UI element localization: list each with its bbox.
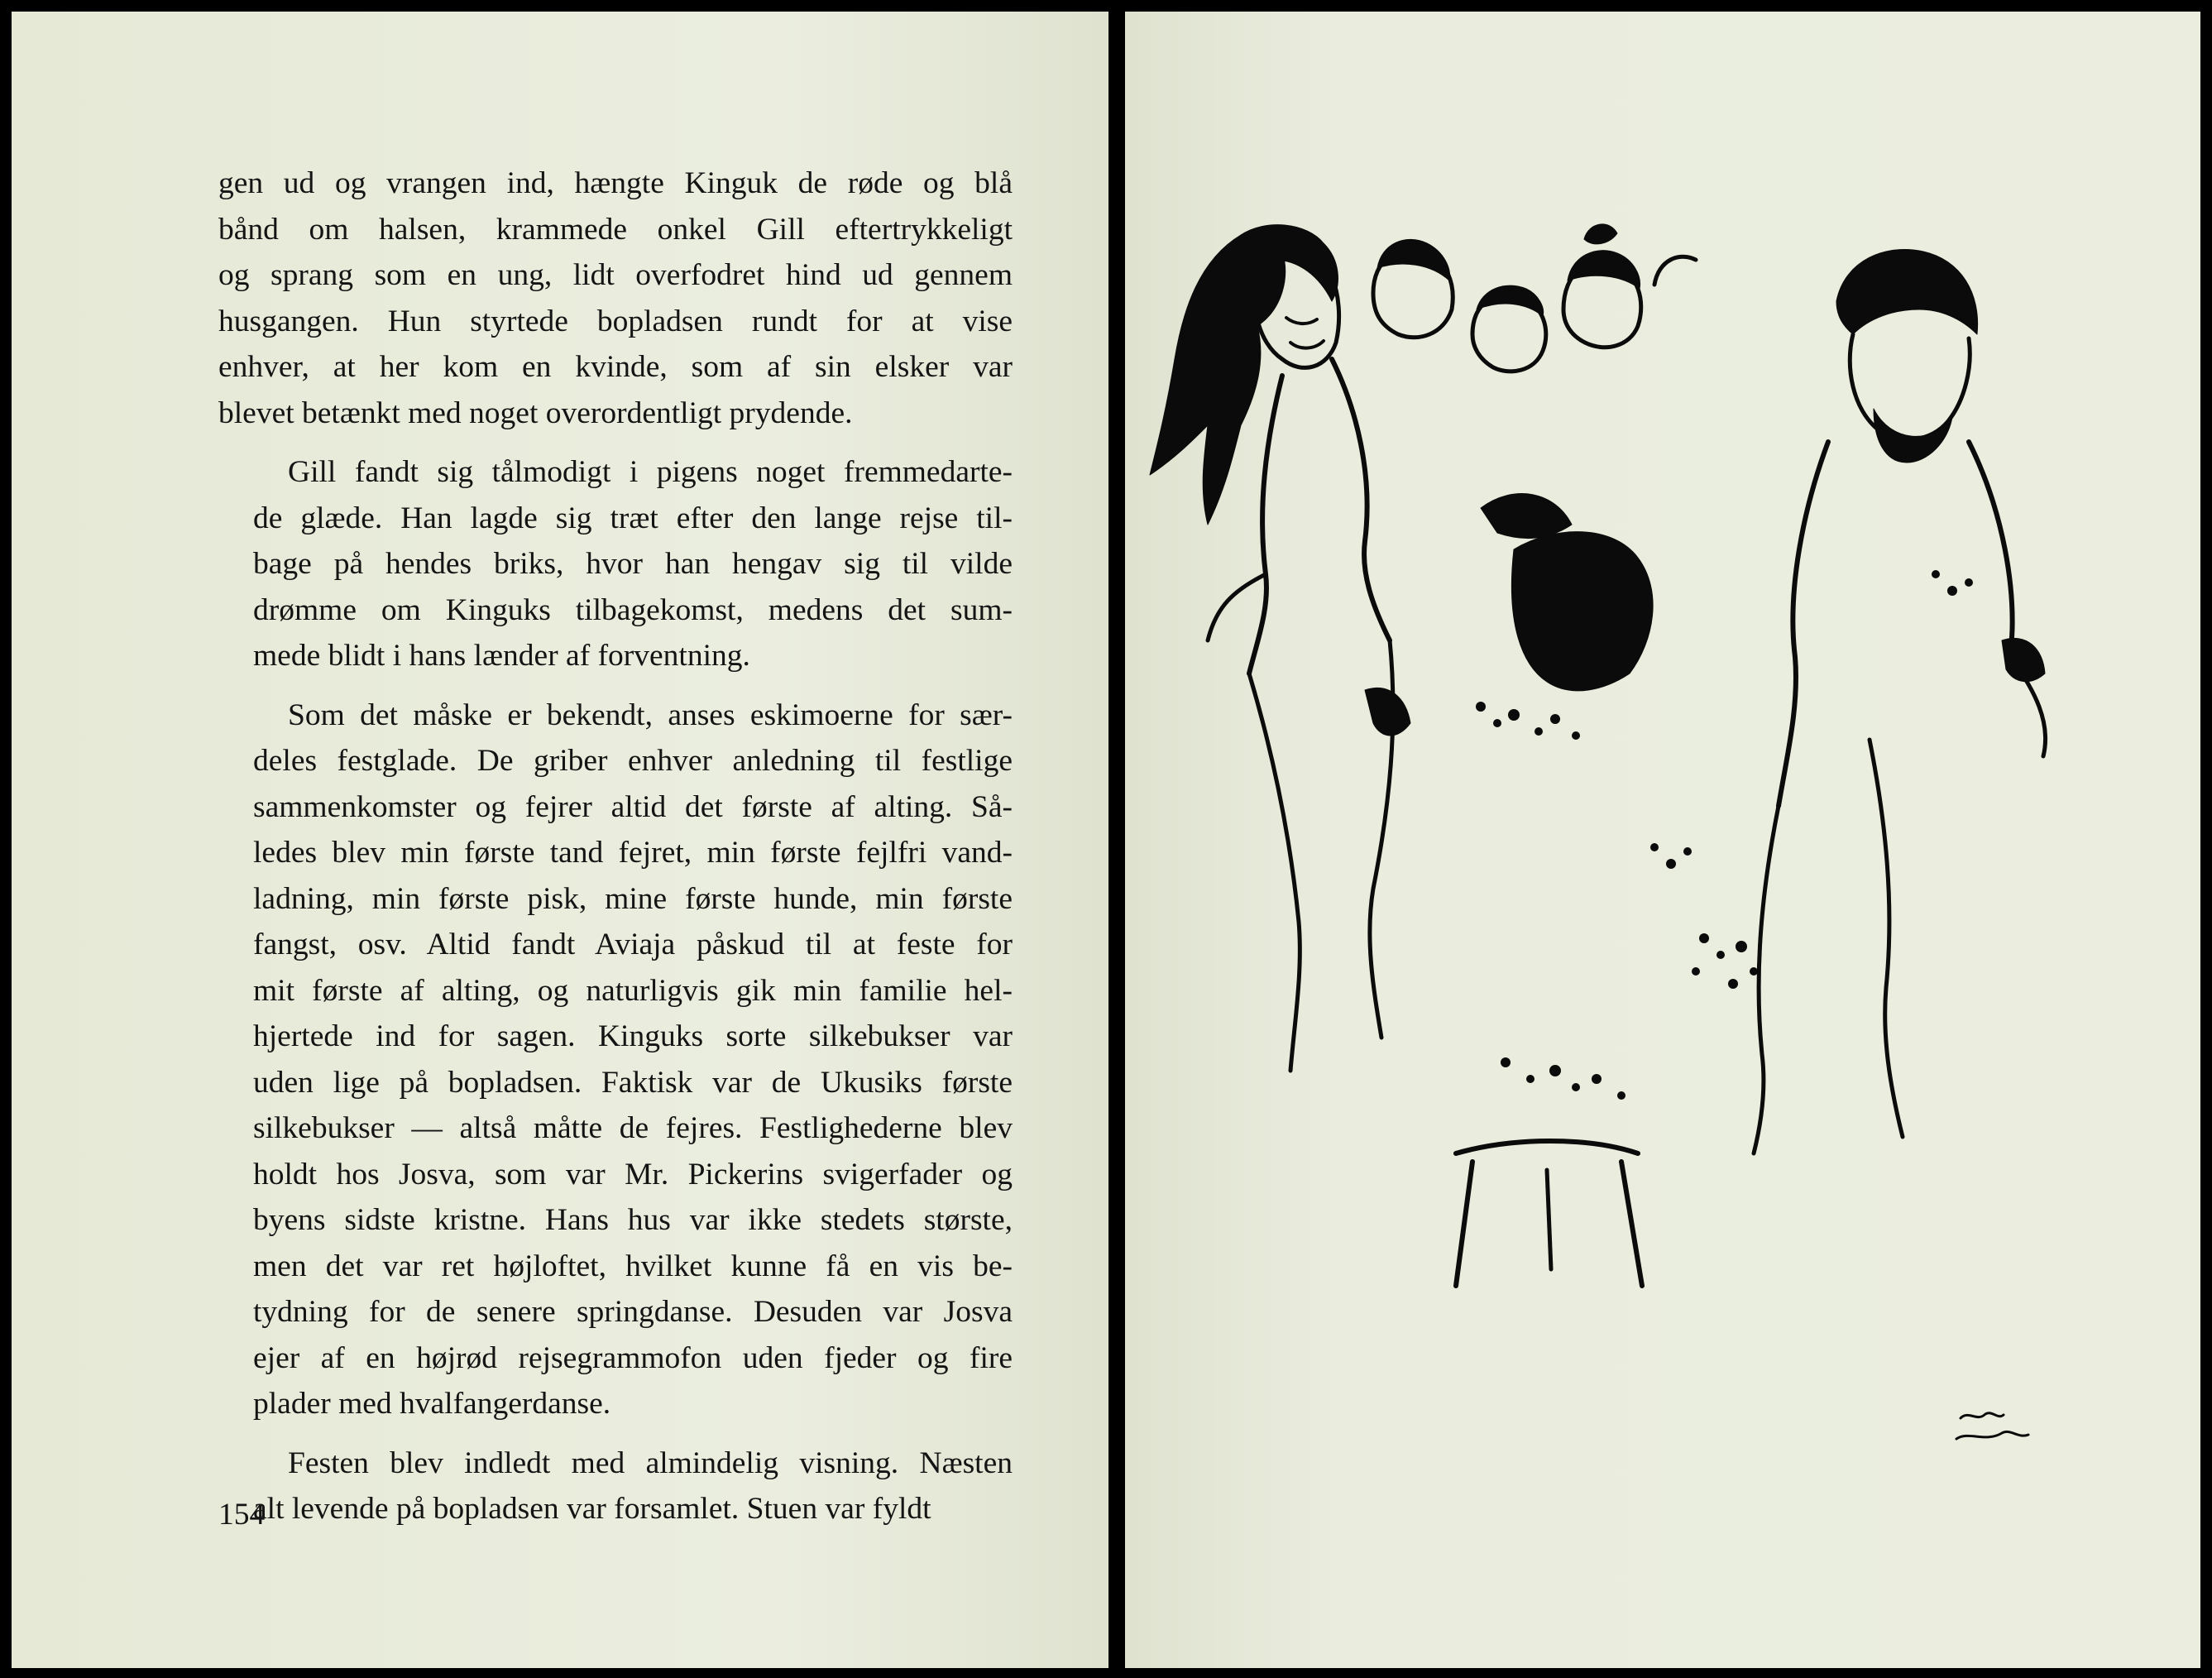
text-line: uden lige på bopladsen. Faktisk var de Ukusiks første [253,1065,1013,1100]
man-body [1779,442,1828,806]
child-hair-3 [1568,251,1640,289]
text-line: ejer af en højrød rejsegrammofon uden fjeder og fire [253,1340,1013,1375]
text-line: tydning for de senere springdanse. Desuden var Josva [253,1295,1013,1329]
text-line: husgangen. Hun styrtede bopladsen rundt for at vise [218,304,1013,338]
ink-illustration [1125,12,2200,1668]
text-line: sammenkomster og fejrer altid det første af alting. Så- [253,789,1013,824]
child-hair-2 [1477,285,1544,316]
text-line: bånd om halsen, krammede onkel Gill eftertrykkeligt [218,212,1013,247]
left-page [12,12,1108,1668]
text-line: mit første af alting, og naturligvis gik min familie hel- [253,973,1013,1008]
text-line: de glæde. Han lagde sig træt efter den lange rejse til- [253,501,1013,535]
text-line: fangst, osv. Altid fandt Aviaja påskud til at feste for [253,928,1013,961]
woman-body [1249,376,1282,674]
child-hair-1 [1377,239,1450,280]
text-line: blevet betænkt med noget overordentligt prydende. [218,396,853,430]
artist-signature [1961,1413,2004,1418]
text-line: men det var ret højloftet, hvilket kunne få en vis be- [253,1249,1013,1283]
body-text [218,161,1013,1546]
text-line: Gill fandt sig tålmodigt i pigens noget fremmedarte- [288,455,1013,489]
paragraph [218,693,1013,1427]
paragraph [218,161,1013,436]
dancer-dress [1511,532,1653,691]
text-line: Festen blev indledt med almindelig visning. Næsten [288,1445,1013,1480]
man-beard [1874,409,1952,463]
stool [1456,1141,1638,1153]
text-line: mede blidt i hans lænder af forventning. [253,639,750,673]
text-line: Som det måske er bekendt, anses eskimoerne for sær- [288,698,1013,732]
text-line: bage på hendes briks, hvor han hengav sig til vilde [253,547,1013,581]
text-line: deles festglade. De griber enhver anledning til festlige [253,744,1013,778]
text-line: hjertede ind for sagen. Kinguks sorte silkebukser var [253,1019,1013,1053]
text-line: enhver, at her kom en kvinde, som af sin elsker var [218,350,1013,384]
text-line: gen ud og vrangen ind, hængte Kinguk de røde og blå [218,166,1013,200]
text-line: holdt hos Josva, som var Mr. Pickerins svigerfader og [253,1157,1013,1191]
text-line: drømme om Kinguks tilbagekomst, medens det sum- [253,592,1013,627]
text-line: plader med hvalfangerdanse. [253,1387,611,1421]
page-number: 154 [218,1498,266,1532]
paragraph [218,1441,1013,1532]
text-line: alt levende på bopladsen var forsamlet. Stuen var fyldt [253,1492,931,1526]
paragraph [218,449,1013,679]
text-line: og sprang som en ung, lidt overfodret hind ud gennem [218,258,1013,292]
text-line: silkebukser — altså måtte de fejres. Festlighederne blev [253,1111,1013,1145]
text-line: ledes blev min første tand fejret, min første fejlfri vand- [253,836,1013,870]
text-line: ladning, min første pisk, mine første hunde, min første [253,881,1013,916]
man-face [1850,334,1970,439]
right-page [1125,12,2200,1668]
man-hair [1836,250,1978,335]
text-line: byens sidste kristne. Hans hus var ikke stedets største, [253,1203,1013,1237]
